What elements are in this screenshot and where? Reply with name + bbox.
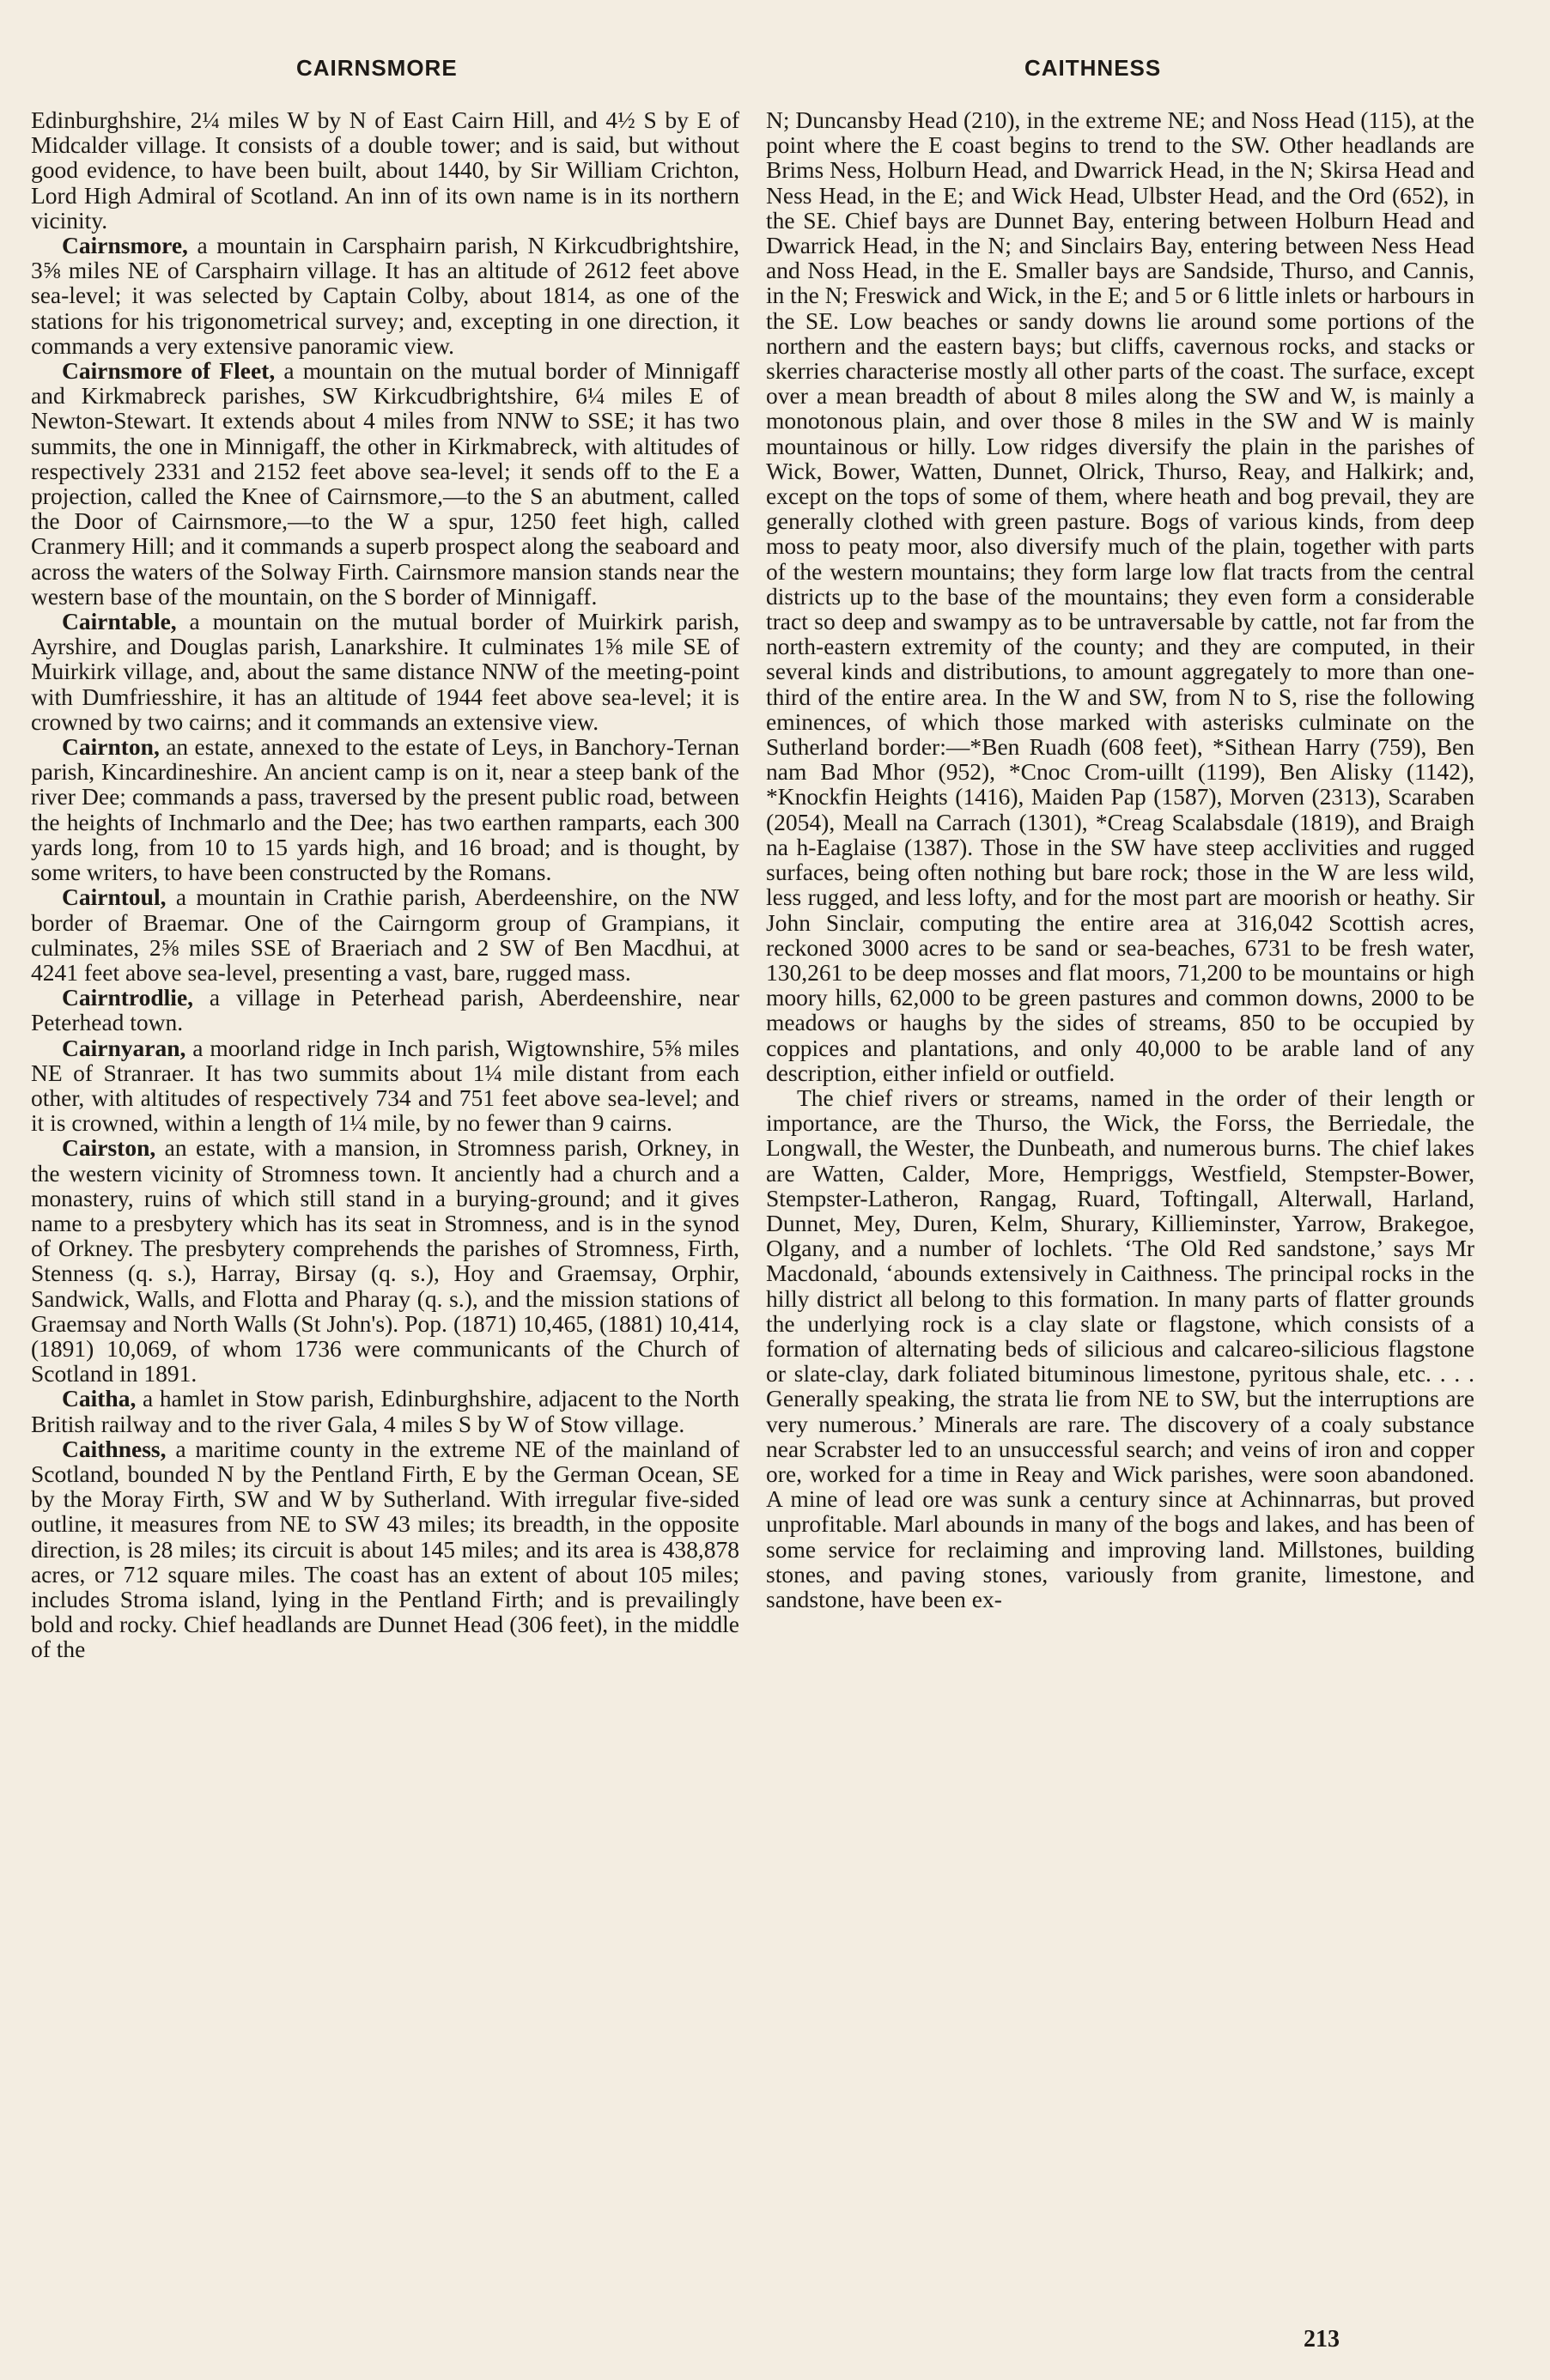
gazetteer-entry (31, 985, 739, 1035)
entry-headword: Cairnyaran, (62, 1034, 186, 1061)
entry-text: a maritime county in the extreme NE of the mainland of Scotland, bounded N by the Pentland Firth, E by the German Ocean, SE by the Moray Firth, SW and W by Sutherland. With irregular five-sided outline, it measures from NE to SW 43 miles; its breadth, in the opposite direction, is 28 miles; its circuit is about 145 miles; and its area is 438,878 acres, or 712 square miles. The coast has an extent of about 105 miles; includes Stroma island, lying in the Pentland Firth; and is prevailingly bold and rocky. Chief headlands are Dunnet Head (306 feet), in the middle of the (31, 1435, 739, 1663)
entry-text: Edinburghshire, 2¼ miles W by N of East Cairn Hill, and 4½ S by E of Midcalder village. It consists of a double tower; and is said, but without good evidence, to have been built, about 1440, by Sir William Crichton, Lord High Admiral of Scotland. An inn of its own name is in its northern vicinity. (31, 106, 739, 234)
gazetteer-entry (31, 107, 739, 233)
entry-text: a mountain on the mutual border of Minnigaff and Kirkmabreck parishes, SW Kirkcudbrightshire, 6¼ miles E of Newton-Stewart. It extends about 4 miles from NNW to SSE; it has two summits, the one in Minnigaff, the other in Kirkmabreck, with altitudes of respectively 2331 and 2152 feet above sea-level; it sends off to the E a projection, called the Knee of Cairnsmore,—to the S an abutment, called the Door of Cairnsmore,—to the W a spur, 1250 feet high, called Cranmery Hill; and it commands a superb prospect along the seaboard and across the waters of the Solway Firth. Cairnsmore mansion stands near the western base of the mountain, on the S border of Minnigaff. (31, 357, 739, 610)
running-header-right: CAITHNESS (1024, 55, 1162, 81)
gazetteer-entry (31, 884, 739, 985)
entry-headword: Caithness, (62, 1435, 167, 1462)
gazetteer-entry (31, 1386, 739, 1436)
gazetteer-entry (31, 233, 739, 358)
entry-text: a moorland ridge in Inch parish, Wigtownshire, 5⅝ miles NE of Stranraer. It has two summits about 1¼ mile distant from each other, with altitudes of respectively 734 and 751 feet above sea-level; and it is crowned, within a length of 1¼ mile, by no fewer than 9 cairns. (31, 1034, 739, 1137)
gazetteer-entry (766, 107, 1474, 1085)
left-column (31, 107, 739, 1662)
entry-headword: Cairston, (62, 1134, 156, 1162)
entry-headword: Cairntable, (62, 608, 177, 635)
entry-text: an estate, with a mansion, in Stromness parish, Orkney, in the western vicinity of Stromness town. It anciently had a church and a monastery, ruins of which still stand in a burying-ground; and it gives name to a presbytery which has its seat in Stromness, and is in the synod of Orkney. The presbytery comprehends the parishes of Stromness, Firth, Stenness (q. s.), Harray, Birsay (q. s.), Hoy and Graemsay, Orphir, Sandwick, Walls, and Flotta and Pharay (q. s.), and the mission stations of Graemsay and North Walls (St John's). Pop. (1871) 10,465, (1881) 10,414, (1891) 10,069, of whom 1736 were communicants of the Church of Scotland in 1891. (31, 1134, 739, 1387)
entry-headword: Cairnsmore, (62, 232, 188, 259)
entry-text: an estate, annexed to the estate of Leys, in Banchory-Ternan parish, Kincardineshire. An ancient camp is on it, near a steep bank of the river Dee; commands a pass, traversed by the present public road, between the heights of Inchmarlo and the Dee; has two earthen ramparts, each 300 yards long, from 10 to 15 yards high, and 16 broad; and is thought, by some writers, to have been constructed by the Romans. (31, 733, 739, 886)
gazetteer-entry (766, 1085, 1474, 1612)
entry-text: a mountain on the mutual border of Muirkirk parish, Ayrshire, and Douglas parish, Lanarkshire. It culminates 1⅝ mile SE of Muirkirk village, and, about the same distance NNW of the meeting-point with Dumfriesshire, it has an altitude of 1944 feet above sea-level; it is crowned by two cairns; and it commands an extensive view. (31, 608, 739, 735)
gazetteer-entry (31, 609, 739, 734)
entry-text: a mountain in Crathie parish, Aberdeenshire, on the NW border of Braemar. One of the Cairngorm group of Grampians, it culminates, 2⅝ miles SSE of Braeriach and 2 SW of Ben Macdhui, at 4241 feet above sea-level, presenting a vast, bare, rugged mass. (31, 883, 739, 986)
entry-text: a mountain in Carsphairn parish, N Kirkcudbrightshire, 3⅝ miles NE of Carsphairn village. It has an altitude of 2612 feet above sea-level; it was selected by Captain Colby, about 1814, as one of the stations for his trigonometrical survey; and, excepting in one direction, it commands a very extensive panoramic view. (31, 232, 739, 359)
gazetteer-entry (31, 1135, 739, 1386)
page-number: 213 (1304, 2326, 1340, 2353)
entry-headword: Cairntrodlie, (62, 984, 194, 1011)
gazetteer-entry (31, 358, 739, 609)
gazetteer-entry (31, 1035, 739, 1136)
entry-headword: Cairnsmore of Fleet, (62, 357, 276, 385)
entry-headword: Cairnton, (62, 733, 160, 761)
entry-text: a village in Peterhead parish, Aberdeenshire, near Peterhead town. (31, 984, 739, 1036)
entry-text: The chief rivers or streams, named in the order of their length or importance, are the Thurso, the Wick, the Forss, the Berriedale, the Longwall, the Wester, the Dunbeath, and numerous burns. The chief lakes are Watten, Calder, More, Hempriggs, Westfield, Stempster-Bower, Stempster-Latheron, Rangag, Ruard, Toftingall, Alterwall, Harland, Dunnet, Mey, Duren, Kelm, Shurary, Killieminster, Yarrow, Brakegoe, Olgany, and a number of lochlets. ‘The Old Red sandstone,’ says Mr Macdonald, ‘abounds extensively in Caithness. The principal rocks in the hilly district all belong to this formation. In many parts of flatter grounds the underlying rock is a clay slate or flagstone, which consists of a formation of alternating beds of silicious and calcareo-silicious flagstone or slate-clay, dark foliated bituminous limestone, pyritous shale, etc. . . . Generally speaking, the strata lie from NE to SW, but the interruptions are very numerous.’ Minerals are rare. The discovery of a coaly substance near Scrabster led to an unsuccessful search; and veins of iron and copper ore, worked for a time in Reay and Wick parishes, were soon abandoned. A mine of lead ore was sunk a century since at Achinnarras, but proved unprofitable. Marl abounds in many of the bogs and lakes, and has been of some service for reclaiming and improving land. Millstones, building stones, and paving stones, variously from granite, limestone, and sandstone, have been ex- (766, 1084, 1474, 1612)
running-header-left: CAIRNSMORE (296, 55, 458, 81)
entry-text: N; Duncansby Head (210), in the extreme NE; and Noss Head (115), at the point where the E coast begins to trend to the SW. Other headlands are Brims Ness, Holburn Head, and Dwarrick Head, in the N; Skirsa Head and Ness Head, in the E; and Wick Head, Ulbster Head, and the Ord (652), in the SE. Chief bays are Dunnet Bay, entering between Holburn Head and Dwarrick Head, in the N; and Sinclairs Bay, entering between Ness Head and Noss Head, in the E. Smaller bays are Sandside, Thurso, and Cannis, in the N; Freswick and Wick, in the E; and 5 or 6 little inlets or harbours in the SE. Low beaches or sandy downs lie around some portions of the northern and the eastern bays; but cliffs, cavernous rocks, and stacks or skerries characterise mostly all other parts of the coast. The surface, except over a mean breadth of about 8 miles along the SW and W, is mainly a monotonous plain, and over those 8 miles in the SW and W is mainly mountainous or hilly. Low ridges diversify the plain in the parishes of Wick, Bower, Watten, Dunnet, Olrick, Thurso, Reay, and Halkirk; and, except on the tops of some of them, where heath and bog prevail, they are generally clothed with green pasture. Bogs of various kinds, from deep moss to peaty moor, also diversify much of the plain, together with parts of the western mountains; they form large low flat tracts from the central districts up to the base of the mountains; they even form a considerable tract so deep and swampy as to be untraversable by cattle, not far from the north-eastern extremity of the county; and they are computed, in their several kinds and distributions, to amount aggregately to more than one-third of the entire area. In the W and SW, from N to S, rise the following eminences, of which those marked with asterisks culminate on the Sutherland border:—*Ben Ruadh (608 feet), *Sithean Harry (759), Ben nam Bad Mhor (952), *Cnoc Crom-uillt (1199), Ben Alisky (1142), *Knockfin Heights (1416), Maiden Pap (1587), Morven (2313), Scaraben (2054), Meall na Carrach (1301), *Creag Scalabsdale (1819), and Braigh na h-Eaglaise (1387). Those in the SW have steep acclivities and rugged surfaces, being often nothing but bare rock; those in the W are less wild, less rugged, and less lofty, and for the most part are moorish or heathy. Sir John Sinclair, computing the entire area at 316,042 Scottish acres, reckoned 3000 acres to be sand or sea-beaches, 6731 to be fresh water, 130,261 to be deep mosses and flat moors, 71,200 to be mountains or high moory hills, 62,000 to be green pastures and common downs, 2000 to be meadows or haughs by the sides of streams, 850 to be occupied by coppices and plantations, and only 40,000 to be arable land of any description, either infield or outfield. (766, 106, 1474, 1086)
entry-text: a hamlet in Stow parish, Edinburghshire, adjacent to the North British railway and to the river Gala, 4 miles S by W of Stow village. (31, 1385, 739, 1437)
gazetteer-entry (31, 734, 739, 884)
entry-headword: Caitha, (62, 1385, 137, 1412)
entry-headword: Cairntoul, (62, 883, 167, 911)
gazetteer-entry (31, 1436, 739, 1662)
right-column (766, 107, 1474, 1612)
